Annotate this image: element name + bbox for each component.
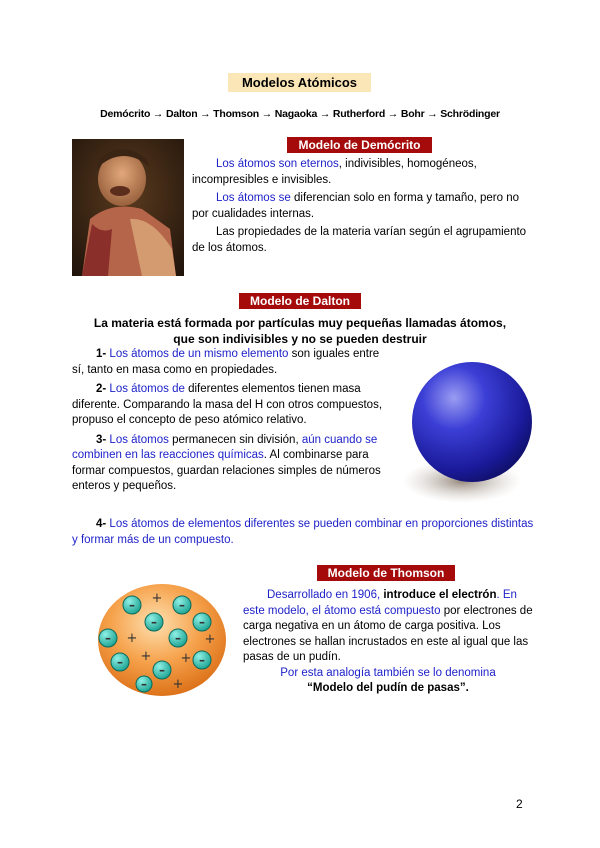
svg-text:+: + <box>151 591 163 606</box>
item-text: permanecen sin división, <box>168 433 302 446</box>
svg-text:–: – <box>159 663 165 677</box>
item-highlight: Los átomos <box>106 433 169 446</box>
item-highlight: Los átomos de elementos diferentes se pueden combinar en proporciones distintas y formar más de un compuesto. <box>72 518 534 546</box>
democrito-p2-text: diferencian solo en forma y tamaño, pero no por cualidades internas. <box>192 192 520 220</box>
democrito-p3-text: Las propiedades de la materia varían según el agrupamiento de los átomos. <box>192 226 527 254</box>
democrito-text <box>192 157 537 256</box>
svg-text:+: + <box>204 632 216 647</box>
thomson-b2: . En este modelo, el átomo está compuesto <box>243 589 517 617</box>
thomson-b1: Desarrollado en 1906, <box>267 589 381 601</box>
dalton-item-1 <box>72 347 392 378</box>
dalton-item-4 <box>72 517 537 548</box>
item-number: 2- <box>96 383 107 395</box>
item-highlight: Los átomos de <box>106 383 185 395</box>
thomson-text <box>243 588 533 697</box>
item-highlight: aún cuando se combinen en las reacciones químicas <box>72 433 378 461</box>
dalton-intro <box>60 316 540 347</box>
item-text: . Al combinarse para formar compuestos, guardan relaciones simples de números enteros y pequeños. <box>72 449 381 492</box>
democrito-heading: Modelo de Demócrito <box>287 137 432 153</box>
svg-text:+: + <box>140 649 152 664</box>
dalton-intro-line2: que son indivisibles y no se pueden destruir <box>173 331 427 346</box>
svg-text:–: – <box>175 631 181 645</box>
svg-text:–: – <box>199 653 205 667</box>
svg-text:–: – <box>151 615 157 629</box>
svg-text:–: – <box>105 631 111 645</box>
democrito-p1-text: , indivisibles, homogéneos, incompresibles e invisibles. <box>192 158 477 186</box>
item-number: 4- <box>96 518 107 530</box>
thomson-heading: Modelo de Thomson <box>317 565 455 581</box>
page-number: 2 <box>516 797 523 811</box>
thomson-rest: por electrones de carga negativa en un átomo de carga positiva. Los electrones se hallan incrustados en este al igual que las pasas de un pudín. <box>243 604 533 663</box>
thomson-bold1: introduce el electrón <box>380 589 497 601</box>
svg-text:–: – <box>199 615 205 629</box>
item-text: son iguales entre sí, tanto en masa como en propiedades. <box>72 348 380 376</box>
democrito-p1-highlight: Los átomos son eternos <box>216 158 339 170</box>
dalton-items <box>72 347 392 495</box>
item-number: 1- <box>96 348 107 360</box>
svg-text:–: – <box>129 598 135 612</box>
dalton-item-3 <box>72 433 392 495</box>
page-title: Modelos Atómicos <box>228 73 371 92</box>
svg-text:+: + <box>172 677 184 692</box>
thomson-pudding-image <box>92 580 232 698</box>
svg-text:+: + <box>126 631 138 646</box>
thomson-analogy: Por esta analogía también se lo denomina <box>280 666 496 679</box>
democrito-p2-highlight: Los átomos se <box>216 192 291 204</box>
dalton-intro-line1: La materia está formada por partículas muy pequeñas llamadas átomos, <box>93 316 507 330</box>
thomson-quote: “Modelo del pudín de pasas”. <box>307 682 469 694</box>
svg-text:–: – <box>179 598 185 612</box>
models-chain: Demócrito → Dalton → Thomson → Nagaoka → Rutherford → Bohr → Schrödinger <box>100 108 500 120</box>
item-highlight: Los átomos de un mismo elemento <box>106 348 289 360</box>
svg-text:+: + <box>180 651 192 666</box>
svg-text:–: – <box>141 677 147 691</box>
dalton-heading: Modelo de Dalton <box>239 293 361 309</box>
dalton-sphere-image <box>392 356 542 506</box>
item-text: diferentes elementos tienen masa diferente. Comparando la masa del H con otros compuestos, propuso el concepto de peso atómico relativo. <box>72 383 383 426</box>
item-number: 3- <box>96 433 107 446</box>
svg-text:–: – <box>117 655 123 669</box>
dalton-item-2 <box>72 382 392 429</box>
democrito-portrait <box>72 139 184 276</box>
